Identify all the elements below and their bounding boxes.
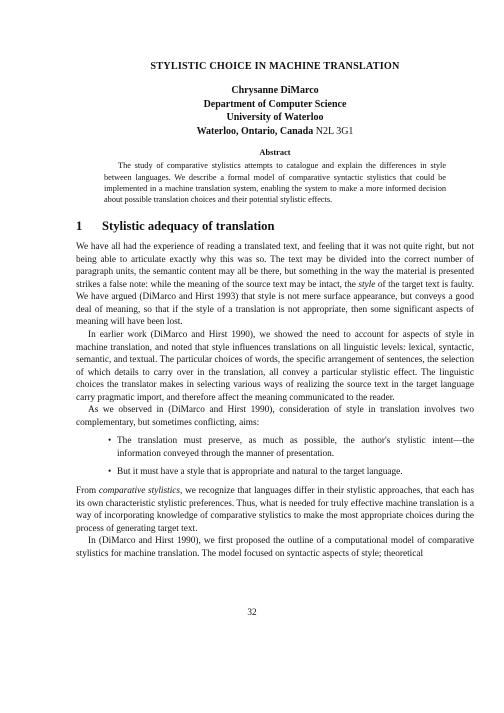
list-item [108, 466, 474, 479]
paragraph-4 [76, 485, 474, 535]
author-address [76, 125, 474, 139]
section-title: Stylistic adequacy of translation [102, 219, 275, 234]
paragraph-4-emphasis: comparative stylistics, [98, 486, 183, 497]
paragraph-1-emphasis: style [358, 279, 376, 290]
author-name: Chrysanne DiMarco [231, 85, 319, 96]
page-number: 32 [247, 608, 257, 618]
paragraph-4-start: From [76, 486, 97, 497]
paragraph-4-rest: we recognize that languages differ in their stylistic approaches, that each has its own characteristic stylistic preferences. Thus, what is needed for truly effective machine translation is a way of incorporating knowledge of comparative stylistics to make the most appropriate choices during the process of generating target text. [76, 486, 474, 534]
paper-title: STYLISTIC CHOICE IN MACHINE TRANSLATION [150, 61, 400, 72]
author-block [76, 84, 474, 138]
section-number: 1 [76, 219, 83, 234]
list-item-text: The translation must preserve, as much as possible, the author's stylistic intent—the information conveyed through the manner of presentation. [117, 436, 474, 459]
paragraph-3: As we observed in (DiMarco and Hirst 1990), consideration of style in translation involves two complementary, but sometimes conflicting, aims: [76, 405, 474, 428]
bullet-icon: • [108, 436, 112, 447]
paragraph-2: In earlier work (DiMarco and Hirst 1990), we showed the need to account for aspects of style in machine translation, and noted that style influences translations on all linguistic levels: lexical, syntactic, semantic, and textual. The particular choices of words, the specific arrangement of sentences, the selection of which details to carry over in the translation, all convey a particular stylistic effect. The linguistic choices the translator makes in selecting various ways of realizing the source text in the target language carry pragmatic import, and therefore affect the meaning communicated to the reader. [76, 330, 474, 403]
paragraph-5: In (DiMarco and Hirst 1990), we first proposed the outline of a computational model of comparative stylistics for machine translation. The model focused on syntactic aspects of style; theoretical [76, 536, 474, 559]
paragraph-1-text: We have all had the experience of reading a translated text, and feeling that it was not quite right, but not being able to articulate exactly why this was so. The text may be divided into the correct number of paragraph units, the semantic content may all be there, but something in the way the material is presented strikes a false note: while the meaning of the source text may be intact, the [76, 242, 474, 290]
author-university: University of Waterloo [226, 112, 324, 124]
author-city: Waterloo, Ontario, Canada [196, 125, 314, 137]
bullet-icon: • [108, 467, 112, 478]
aims-list [76, 435, 474, 479]
section-heading [76, 219, 474, 234]
list-item-text: But it must have a style that is appropriate and natural to the target language. [117, 467, 403, 478]
list-item [108, 435, 474, 460]
paragraph-1-rest: of the target text is faulty. We have argued (DiMarco and Hirst 1993) that style is not mere surface appearance, but conveys a good deal of meaning, so that if the style of a translation is not appropriate, then some significant aspects of meaning will have been lost. [76, 279, 475, 328]
author-department: Department of Computer Science [203, 98, 347, 110]
author-postal: N2L 3G1 [315, 125, 354, 137]
paragraph-1 [76, 241, 474, 329]
abstract-heading: Abstract [259, 148, 291, 158]
abstract-text: The study of comparative stylistics attempts to catalogue and explain the differences in style between languages. We describe a formal model of comparative syntactic stylistics that could be implemented in a machine translation system, enabling the system to make a more informed decision about possible translation choices and their potential stylistic effects. [104, 161, 446, 204]
paper-page [76, 58, 474, 560]
